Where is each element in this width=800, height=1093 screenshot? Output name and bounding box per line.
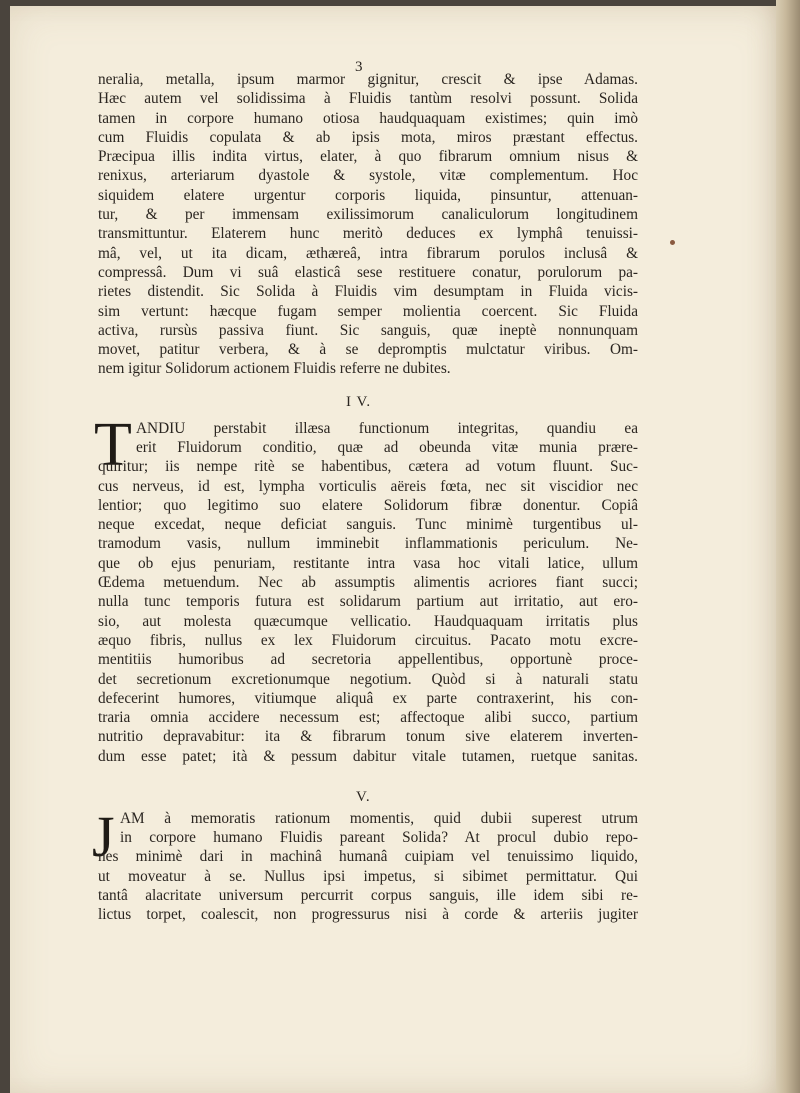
text-line: activa, rursùs passiva fiunt. Sic sanguis, quæ ineptè nonnunquam (98, 321, 638, 339)
text-line: defecerint humores, vitiumque aliquâ ex parte contraxerint, his con- (98, 689, 638, 707)
text-line: tamen in corpore humano otiosa haudquaquam existimes; quin imò (98, 109, 638, 127)
text-line: neralia, metalla, ipsum marmor gignitur, crescit & ipse Adamas. (98, 71, 638, 88)
text-line: mâ, vel, ut ita dicam, æthæreâ, intra fibrarum porulos inclusâ & (98, 244, 638, 262)
text-line: cum Fluidis copulata & ab ipsis mota, miros præstant effectus. (98, 128, 638, 146)
text-line: que ob ejus penuriam, restitante intra vasa hoc vitali latice, ullum (98, 554, 638, 572)
paragraph-2 (98, 438, 638, 766)
paragraph-2-first-line: ANDIU perstabit illæsa functionum integritas, quandiu ea (136, 420, 638, 437)
text-line: tur, & per immensam exilissimorum canaliculorum longitudinem (98, 206, 638, 224)
page-edge (776, 0, 800, 1093)
dropcap-t: T (94, 411, 132, 479)
text-line: lentior; quo legitimo suo elatere Solidorum fibræ donentur. Copiâ (98, 496, 638, 514)
text-line: mentitiis humoribus ad secretoria appellentibus, opportunè proce- (98, 651, 638, 669)
book-page (10, 6, 780, 1093)
text-line: cus nerveus, id est, lympha vorticulis aëreis fœta, nec sit viscidior nec (98, 477, 638, 495)
page-number: 3 (355, 59, 363, 75)
text-line: nem igitur Solidorum actionem Fluidis referre ne dubites. (98, 360, 451, 378)
ink-spot (670, 240, 675, 245)
paragraph-3 (98, 828, 638, 924)
text-line: Præcipua illis indita virtus, elater, à quo fibrarum omnium nisus & (98, 148, 638, 166)
text-line: siquidem elatere urgentur corporis liquida, pinsuntur, attenuan- (98, 186, 638, 204)
text-line: tramodum vasis, nullum imminebit inflammationis periculum. Ne- (98, 535, 638, 553)
text-line: ut moveatur à se. Nullus ipsi impetus, si sibimet permittatur. Qui (98, 867, 638, 885)
text-line: det secretionum excretionumque negotium. Quòd si à naturali statu (98, 670, 638, 688)
text-line: movet, patitur verbera, & à se depromptis mulctatur viribus. Om- (98, 341, 638, 359)
text-line: nutritio depravabitur: ita & fibrarum tonum sive elaterem inverten- (98, 728, 638, 746)
text-line: dum esse patet; ità & pessum dabitur vitale tutamen, ruetque sanitas. (98, 747, 638, 765)
text-line: Œdema metuendum. Nec ab assumptis alimentis acriores fiant succi; (98, 574, 638, 592)
text-line: compressâ. Dum vi suâ elasticâ sese restituere conatur, porulorum pa- (98, 263, 638, 281)
text-line: erit Fluidorum conditio, quæ ad obeunda vitæ munia prære- (136, 439, 638, 456)
dropcap-j: J (92, 804, 115, 869)
text-line: quiritur; iis nempe ritè se habentibus, cætera ad votum fluunt. Suc- (98, 458, 638, 476)
heading-section-v: V. (356, 789, 371, 805)
text-line: sim vertunt: hæcque fugam semper molientia coercent. Sic Fluida (98, 302, 638, 320)
paragraph-1 (98, 70, 638, 379)
text-line: neque excedat, neque deficiat sanguis. Tunc minimè turgentibus ul- (98, 516, 638, 534)
text-line: nulla tunc temporis futura est solidarum partium aut irritatio, aut ero- (98, 593, 638, 611)
text-line: nes minimè dari in machinâ humanâ cuipiam vel tenuissimo liquido, (98, 848, 638, 866)
text-line: æquo fibris, nullus ex lex Fluidorum circuitus. Pacato motu excre- (98, 631, 638, 649)
text-line: rietes distendit. Sic Solida à Fluidis vim desumptam in Fluida vicis- (98, 283, 638, 301)
text-line: Hæc autem vel solidissima à Fluidis tantùm resolvi possunt. Solida (98, 90, 638, 108)
text-line: in corpore humano Fluidis pareant Solida? At procul dubio repo- (120, 829, 638, 846)
text-line: traria omnia accidere necessum est; affectoque alibi succo, partium (98, 709, 638, 727)
text-line: transmittuntur. Elaterem hunc meritò deduces ex lymphâ tenuissi- (98, 225, 638, 243)
text-line: renixus, arteriarum dyastole & systole, vitæ complementum. Hoc (98, 167, 638, 185)
text-line: tantâ alacritate universum percurrit corpus sanguis, ille idem sibi re- (98, 886, 638, 904)
paragraph-3-first-line: AM à memoratis rationum momentis, quid dubii superest utrum (120, 810, 638, 827)
text-line: sio, aut molesta quæcumque vellicatio. Haudquaquam irritatis plus (98, 612, 638, 630)
heading-section-iv: I V. (346, 394, 372, 410)
text-line: lictus torpet, coalescit, non progressurus nisi à corde & arteriis jugiter (98, 906, 638, 924)
